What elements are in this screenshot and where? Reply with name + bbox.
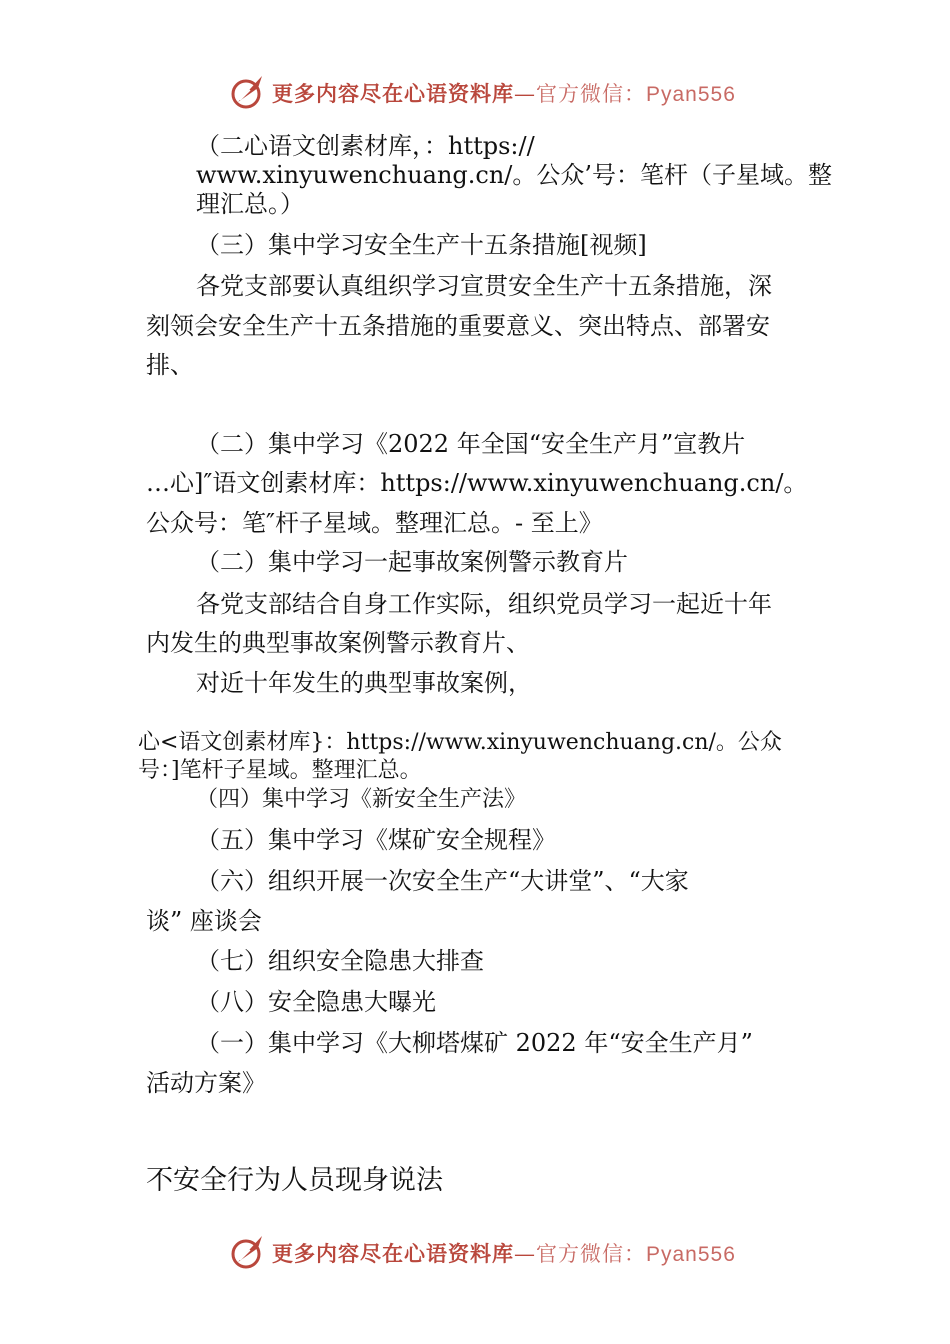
text-line: （四）集中学习《新安全生产法》: [196, 787, 527, 812]
banner-label: 官方微信：: [536, 82, 646, 106]
text-line: 心<语文创素材库}：https://www.xinyuwenchuang.cn/。公众: [138, 730, 782, 755]
banner-dash: —: [514, 1242, 536, 1266]
text-line: 公众号：笔″杆子星域。整理汇总。- 至上》: [146, 509, 603, 537]
text-line: （二）集中学习《2022 年全国“安全生产月”宣教片: [196, 430, 746, 458]
header-banner: [0, 72, 950, 112]
banner-label: 官方微信：: [536, 1242, 646, 1266]
footer-banner: [0, 1232, 950, 1272]
text-line: 活动方案》: [146, 1069, 266, 1097]
banner-wechat-id: Pyan556: [646, 83, 736, 106]
text-line: 各党支部要认真组织学习宣贯安全生产十五条措施，深: [196, 272, 772, 300]
text-line: www.xinyuwenchuang.cn/。公众’号：笔杆（子星域。整: [196, 161, 833, 189]
text-line: （二心语文创素材库，：https://: [196, 132, 535, 160]
text-line: 对近十年发生的典型事故案例，: [196, 669, 532, 697]
text-line: 刻领会安全生产十五条措施的重要意义、突出特点、部署安: [146, 312, 770, 340]
text-line: …心]″语文创素材库：https://www.xinyuwenchuang.cn/。: [146, 469, 808, 497]
banner-text: [272, 78, 736, 108]
banner-main: 更多内容尽在心语资料库: [272, 81, 514, 106]
text-line: （六）组织开展一次安全生产“大讲堂”、“大家: [196, 867, 689, 895]
banner-wechat-id: Pyan556: [646, 1243, 736, 1266]
quill-logo-icon: [228, 72, 268, 112]
banner-main: 更多内容尽在心语资料库: [272, 1241, 514, 1266]
text-line: 各党支部结合自身工作实际，组织党员学习一起近十年: [196, 590, 772, 618]
text-line: （二）集中学习一起事故案例警示教育片: [196, 548, 628, 576]
text-line: （八）安全隐患大曝光: [196, 988, 436, 1016]
text-line: （五）集中学习《煤矿安全规程》: [196, 826, 556, 854]
banner-dash: —: [514, 82, 536, 106]
text-line: （三）集中学习安全生产十五条措施[视频]: [196, 231, 647, 259]
text-line: （七）组织安全隐患大排查: [196, 947, 484, 975]
text-line: （一）集中学习《大柳塔煤矿 2022 年“安全生产月”: [196, 1029, 753, 1057]
section-heading: 不安全行为人员现身说法: [146, 1165, 443, 1196]
quill-logo-icon: [228, 1232, 268, 1272]
text-line: 内发生的典型事故案例警示教育片、: [146, 629, 530, 657]
text-line: 排、: [146, 351, 194, 379]
text-line: 理汇总。）: [196, 190, 304, 218]
text-line: 谈” 座谈会: [146, 907, 262, 935]
banner-text: [272, 1238, 736, 1268]
text-line: 号：]笔杆子星域。整理汇总。: [138, 758, 422, 783]
